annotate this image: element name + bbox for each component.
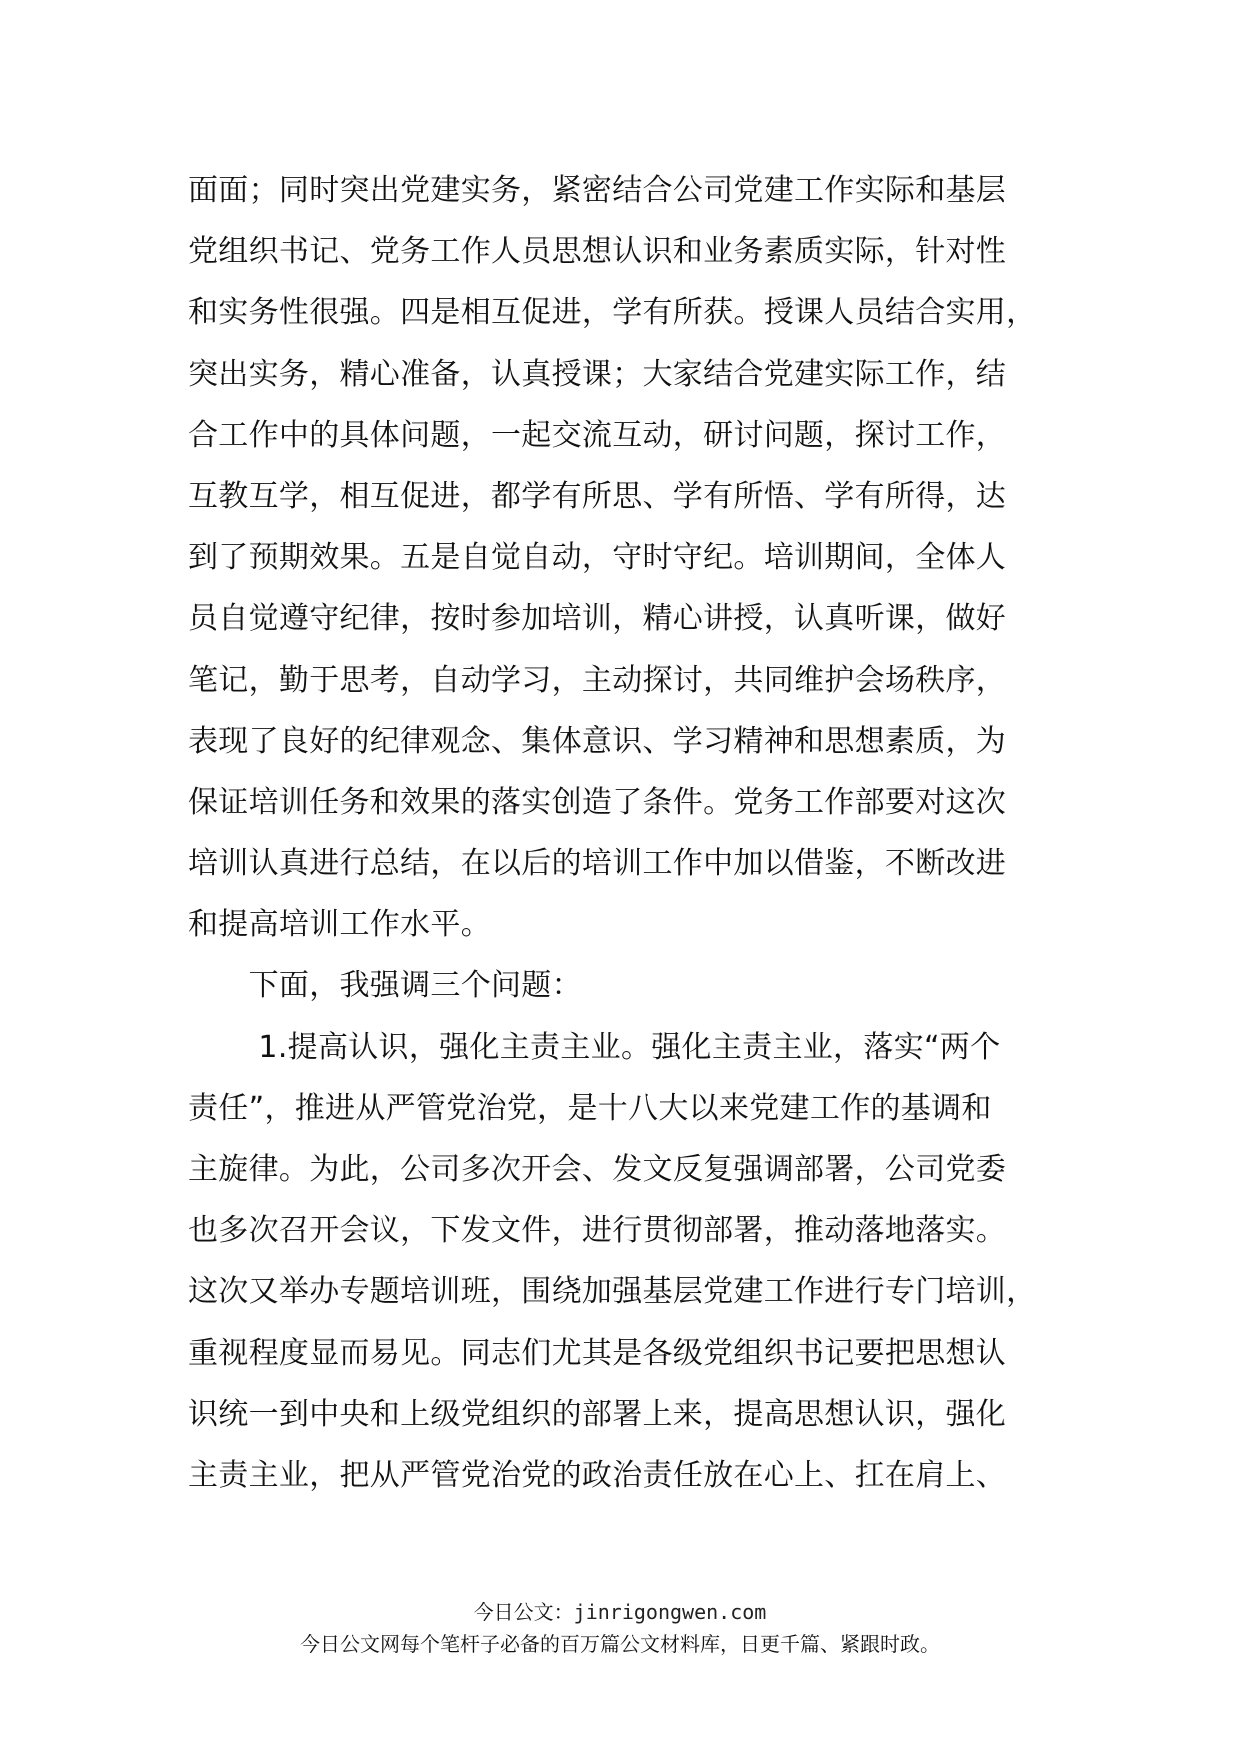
body-line: 这次又举办专题培训班，围绕加强基层党建工作进行专门培训， [188,1274,1037,1310]
body-line: 笔记，勤于思考，自动学习，主动探讨，共同维护会场秩序， [188,662,1007,698]
footer-source-link[interactable]: jinrigongwen.com [573,1600,767,1624]
body-line: 到了预期效果。五是自觉自动，守时守纪。培训期间，全体人 [188,540,1007,576]
body-line: 1.提高认识，强化主责主业。强化主责主业，落实“两个 [188,1029,1001,1065]
body-line: 识统一到中央和上级党组织的部署上来，提高思想认识，强化 [188,1396,1007,1432]
body-line: 和提高培训工作水平。 [188,907,491,943]
body-line: 也多次召开会议，下发文件，进行贯彻部署，推动落地落实。 [188,1213,1007,1249]
body-line: 保证培训任务和效果的落实创造了条件。党务工作部要对这次 [188,784,1007,820]
body-line: 突出实务，精心准备，认真授课；大家结合党建实际工作，结 [188,356,1007,392]
body-line: 主旋律。为此，公司多次开会、发文反复强调部署，公司党委 [188,1152,1007,1187]
body-line: 和实务性很强。四是相互促进，学有所获。授课人员结合实用， [188,295,1037,331]
body-line: 表现了良好的纪律观念、集体意识、学习精神和思想素质，为 [188,723,1007,759]
body-line: 培训认真进行总结，在以后的培训工作中加以借鉴，不断改进 [188,846,1007,882]
body-line: 合工作中的具体问题，一起交流互动，研讨问题，探讨工作， [188,417,1007,453]
body-line: 重视程度显而易见。同志们尤其是各级党组织书记要把思想认 [188,1335,1007,1371]
body-line: 面面；同时突出党建实务，紧密结合公司党建工作实际和基层 [188,173,1007,208]
footer-source [0,1596,1240,1625]
body-line: 责任”，推进从严管党治党，是十八大以来党建工作的基调和 [188,1090,992,1126]
body-line: 党组织书记、党务工作人员思想认识和业务素质实际，针对性 [188,234,1007,270]
footer-source-label: 今日公文： [473,1600,574,1624]
body-line: 主责主业，把从严管党治党的政治责任放在心上、扛在肩上、 [188,1457,1007,1493]
footer-tagline: 今日公文网每个笔杆子必备的百万篇公文材料库，日更千篇、紧跟时政。 [300,1632,940,1656]
body-line: 员自觉遵守纪律，按时参加培训，精心讲授，认真听课，做好 [188,601,1007,637]
body-line: 下面，我强调三个问题： [188,968,582,1004]
document-body [188,160,1058,1506]
body-line: 互教互学，相互促进，都学有所思、学有所悟、学有所得，达 [188,478,1007,514]
